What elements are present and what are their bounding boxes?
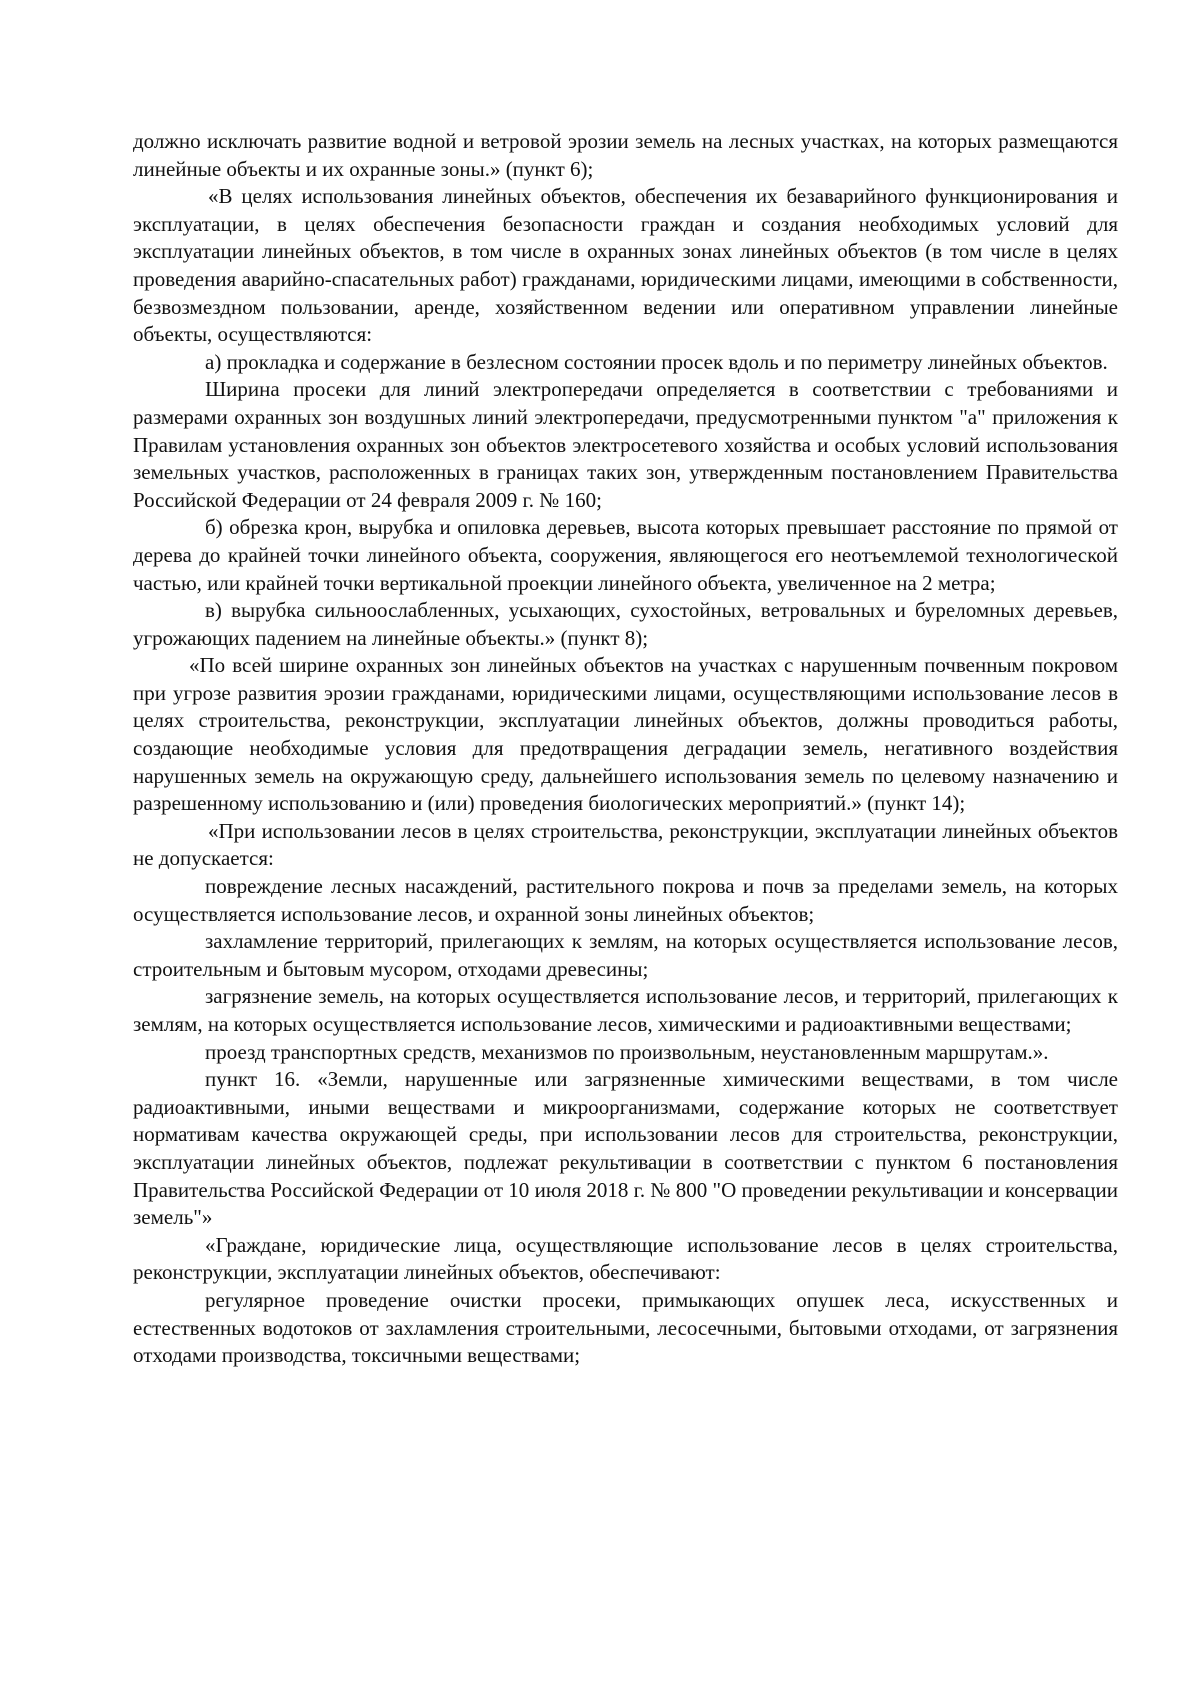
paragraph-regular-cleaning: регулярное проведение очистки просеки, примыкающих опушек леса, искусственных и естественных водотоков от захламления строительными, лесосечными, бытовыми отходами, от загрязнения отходами производства, токсичными веществами; (133, 1287, 1118, 1368)
paragraph-vehicle-passage: проезд транспортных средств, механизмов по произвольным, неустановленным маршрутам.». (205, 1039, 1049, 1064)
paragraph-item-v: в) вырубка сильноослабленных, усыхающих, сухостойных, ветровальных и буреломных деревьев, угрожающих падением на линейные объекты.» (пункт 8); (133, 598, 1118, 650)
paragraph-item-b: б) обрезка крон, вырубка и опиловка деревьев, высота которых превышает расстояние по прямой от дерева до крайней точки линейного объекта, сооружения, являющегося его неотъемлемой технологической частью, или крайней точки вертикальной проекции линейного объекта, увеличенное на 2 метра; (133, 515, 1118, 595)
paragraph-damage: повреждение лесных насаждений, растительного покрова и почв за пределами земель, на которых осуществляется использование лесов, и охранной зоны линейных объектов; (133, 874, 1118, 926)
paragraph-obligations-intro: «Граждане, юридические лица, осуществляющие использование лесов в целях строительства, реконструкции, эксплуатации линейных объектов, обеспечивают: (133, 1232, 1118, 1285)
paragraph-pollution: загрязнение земель, на которых осуществляется использование лесов, и территорий, прилегающих к землям, на которых осуществляется использование лесов, химическими и радиоактивными веществами; (133, 984, 1118, 1036)
paragraph-item-16: пункт 16. «Земли, нарушенные или загрязненные химическими веществами, в том числе радиоактивными, иными веществами и микроорганизмами, содержание которых не соответствует нормативам качества окружающей среды, при использовании лесов для строительства, реконструкции, эксплуатации линейных объектов, подлежат рекультивации в соответствии с пунктом 6 постановления Правительства Российской Федерации от 10 июля 2018 г. № 800 "О проведении рекультивации и консервации земель"» (133, 1067, 1118, 1230)
paragraph-erosion-works: «По всей ширине охранных зон линейных объектов на участках с нарушенным почвенным покровом при угрозе развития эрозии гражданами, юридическими лицами, осуществляющими использование лесов в целях строительства, реконструкции, эксплуатации линейных объектов, должны проводиться работы, создающие необходимые условия для предотвращения деградации земель, негативного воздействия нарушенных земель на окружающую среду, дальнейшего использования земель по целевому назначению и разрешенному использованию и (или) проведения биологических мероприятий.» (пункт 14); (133, 653, 1118, 816)
document-page (133, 128, 1118, 1370)
paragraph-linear-objects-purpose: «В целях использования линейных объектов, обеспечения их безаварийного функционирования и эксплуатации, в целях обеспечения безопасности граждан и создания необходимых условий для эксплуатации линейных объектов, в том числе в охранных зонах линейных объектов (в том числе в целях проведения аварийно-спасательных работ) гражданами, юридическими лицами, имеющими в собственности, безвозмездном пользовании, аренде, хозяйственном ведении или оперативном управлении линейные объекты, осуществляются: (133, 184, 1118, 347)
paragraph-not-allowed-intro: «При использовании лесов в целях строительства, реконструкции, эксплуатации линейных объектов не допускается: (133, 818, 1118, 871)
paragraph-littering: захламление территорий, прилегающих к землям, на которых осуществляется использование лесов, строительным и бытовым мусором, отходами древесины; (133, 929, 1118, 981)
paragraph-clearing-width: Ширина просеки для линий электропередачи определяется в соответствии с требованиями и размерами охранных зон воздушных линий электропередачи, предусмотренными пунктом "а" приложения к Правилам установления охранных зон объектов электросетевого хозяйства и особых условий использования земельных участков, расположенных в границах таких зон, утвержденным постановлением Правительства Российской Федерации от 24 февраля 2009 г. № 160; (133, 377, 1118, 512)
paragraph-item-a: а) прокладка и содержание в безлесном состоянии просек вдоль и по периметру линейных объектов. (205, 349, 1108, 374)
paragraph-erosion-end: должно исключать развитие водной и ветровой эрозии земель на лесных участках, на которых размещаются линейные объекты и их охранные зоны.» (пункт 6); (133, 129, 1118, 181)
